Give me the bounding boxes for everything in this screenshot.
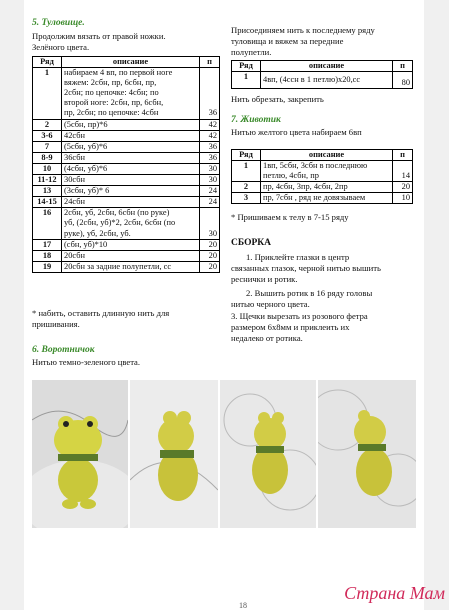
photo-frog-front: [32, 380, 128, 528]
table-row: [232, 193, 413, 204]
row-count: 20: [200, 239, 220, 250]
row-description-line: (5сбн, пр)*6: [64, 119, 108, 129]
collar-intro-2: туловища и вяжем за передние: [231, 36, 344, 46]
row-description: [62, 208, 200, 239]
row-description: 4вп, (4ссн в 1 петлю)х20,сс: [261, 72, 393, 89]
collar-table: [231, 60, 413, 89]
row-count: 20: [200, 250, 220, 261]
row-description-line: пр, 4сбн, 3пр, 4сбн, 2пр: [263, 182, 348, 192]
table-row: [33, 239, 220, 250]
row-description: [62, 250, 200, 261]
col-desc-header: описание: [261, 150, 393, 161]
body-note-2: пришивания.: [32, 319, 80, 329]
body-note-1: * набить, оставить длинную нить для: [32, 308, 170, 318]
row-count: 36: [200, 141, 220, 152]
belly-after: * Пришиваем к телу в 7-15 ряду: [231, 212, 349, 222]
site-logo: Страна Мам: [344, 583, 445, 603]
table-row: [33, 68, 220, 119]
col-row-header: Ряд: [232, 150, 261, 161]
table-row: [33, 119, 220, 130]
row-count: 80: [393, 72, 413, 89]
row-count: 20: [200, 261, 220, 272]
row-description-line: 1вп, 5сбн, 3сбн в последнюю: [263, 161, 368, 171]
row-description: [62, 239, 200, 250]
table-row: [232, 161, 413, 182]
table-row: [33, 186, 220, 197]
row-description-line: набираем 4 вп, по первой ноге: [64, 68, 173, 78]
belly-table: [231, 149, 413, 204]
section-title-belly: 7. Животик: [231, 115, 281, 125]
row-description-line: (5сбн, уб)*6: [64, 141, 108, 151]
row-count: 24: [200, 197, 220, 208]
body-intro-1: Продолжим вязать от правой ножки.: [32, 31, 166, 41]
body-table: [32, 56, 220, 273]
row-number: 8-9: [33, 152, 62, 163]
row-number: 19: [33, 261, 62, 272]
row-description-line: пр, 2сбн; по цепочке: 4сбн: [64, 108, 159, 118]
row-description-line: 2сбн, уб, 2сбн, 6сбн (по руке): [64, 208, 170, 218]
table-row: [232, 182, 413, 193]
row-description-line: 36сбн: [64, 152, 85, 162]
row-count: 36: [200, 68, 220, 119]
row-number: 17: [33, 239, 62, 250]
assembly-line-1: 1. Приклейте глазки в центр: [246, 252, 350, 262]
row-count: 10: [393, 193, 413, 204]
table-row: [33, 175, 220, 186]
assembly-title: СБОРКА: [231, 238, 272, 248]
row-description: [62, 197, 200, 208]
photo-frog-side: [130, 380, 218, 528]
row-description: [62, 119, 200, 130]
row-description-line: 20сбн: [64, 250, 85, 260]
belly-text: Нитью желтого цвета набираем 6вп: [231, 127, 362, 137]
row-description-line: (сбн, уб)*10: [64, 239, 108, 249]
page-number: 18: [239, 601, 247, 610]
row-description: [62, 152, 200, 163]
assembly-line-6: 3. Щечки вырезать из розового фетра: [231, 311, 368, 321]
row-count: 30: [200, 175, 220, 186]
row-description: [62, 163, 200, 174]
col-desc-header: описание: [261, 61, 393, 72]
row-description-line: 20сбн за задние полупетли, сс: [64, 261, 172, 271]
table-row: [33, 197, 220, 208]
row-number: 2: [232, 182, 261, 193]
row-description-line: уб, (2сбн, уб)*2, 2сбн, 6сбн (по: [64, 218, 176, 228]
table-row: [33, 141, 220, 152]
row-count: 30: [200, 208, 220, 239]
assembly-line-4: 2. Вышить ротик в 16 ряду головы: [246, 288, 373, 298]
row-count: 14: [393, 161, 413, 182]
col-row-header: Ряд: [33, 57, 62, 68]
row-description-line: вяжем: 2сбн, пр, 6сбн, пр,: [64, 78, 157, 88]
assembly-line-5: нитью черного цвета.: [231, 299, 310, 309]
row-number: 14-15: [33, 197, 62, 208]
row-description-line: (4сбн, уб)*6: [64, 163, 108, 173]
row-number: 2: [33, 119, 62, 130]
row-description: [62, 261, 200, 272]
row-number: 1: [232, 72, 261, 89]
col-count-header: п: [393, 61, 413, 72]
row-description-line: 42сбн: [64, 130, 85, 140]
table-row: [33, 163, 220, 174]
body-intro-2: Зелёного цвета.: [32, 42, 90, 52]
row-number: 11-12: [33, 175, 62, 186]
collar-after: Нить обрезать, закрепить: [231, 94, 324, 104]
table-row: [33, 208, 220, 239]
row-number: 3: [232, 193, 261, 204]
assembly-line-3: реснички и ротик.: [231, 274, 298, 284]
row-description: [261, 182, 393, 193]
row-description-line: пр, 7сбн , ряд не довязываем: [263, 193, 366, 203]
row-description-line: петлю, 4сбн, пр: [263, 171, 319, 181]
col-count-header: п: [393, 150, 413, 161]
row-description: [261, 161, 393, 182]
table-row: [33, 130, 220, 141]
assembly-line-8: недалеко от ротика.: [231, 333, 303, 343]
row-description: [62, 130, 200, 141]
row-number: 18: [33, 250, 62, 261]
row-count: 42: [200, 130, 220, 141]
row-description: [62, 68, 200, 119]
table-row: [232, 72, 413, 89]
row-description: [261, 193, 393, 204]
collar-intro-3: полупетли.: [231, 47, 272, 57]
row-count: 36: [200, 152, 220, 163]
row-number: 7: [33, 141, 62, 152]
collar-text: Нитью темно-зеленого цвета.: [32, 357, 141, 367]
photo-frog-back: [220, 380, 316, 528]
row-count: 24: [200, 186, 220, 197]
table-row: [33, 152, 220, 163]
section-title-body: 5. Туловище.: [32, 18, 85, 28]
page: [24, 0, 424, 610]
row-number: 10: [33, 163, 62, 174]
row-description-line: 30сбн: [64, 175, 85, 185]
photo-frog-profile: [318, 380, 416, 528]
row-description: [62, 175, 200, 186]
row-description-line: (3сбн, уб)* 6: [64, 186, 110, 196]
row-count: 42: [200, 119, 220, 130]
row-number: 1: [232, 161, 261, 182]
row-description: [62, 186, 200, 197]
row-number: 16: [33, 208, 62, 239]
col-row-header: Ряд: [232, 61, 261, 72]
assembly-line-2: связанных глазок, черной нитью вышить: [231, 263, 381, 273]
assembly-line-7: размером 6х8мм и приклеить их: [231, 322, 350, 332]
row-description: [62, 141, 200, 152]
row-count: 30: [200, 163, 220, 174]
row-description-line: 24сбн: [64, 197, 85, 207]
col-count-header: п: [200, 57, 220, 68]
row-number: 13: [33, 186, 62, 197]
row-description-line: 2сбн; по цепочке: 4сбн; по: [64, 88, 159, 98]
row-number: 1: [33, 68, 62, 119]
table-row: [33, 261, 220, 272]
col-desc-header: описание: [62, 57, 200, 68]
row-description-line: второй ноге: 2сбн, пр, 6сбн,: [64, 98, 164, 108]
section-title-collar: 6. Воротничок: [32, 345, 95, 355]
row-description-line: руке), уб, 2сбн, уб.: [64, 228, 131, 238]
row-number: 3-6: [33, 130, 62, 141]
table-row: [33, 250, 220, 261]
collar-intro-1: Присоединяем нить к последнему ряду: [231, 25, 375, 35]
row-count: 20: [393, 182, 413, 193]
